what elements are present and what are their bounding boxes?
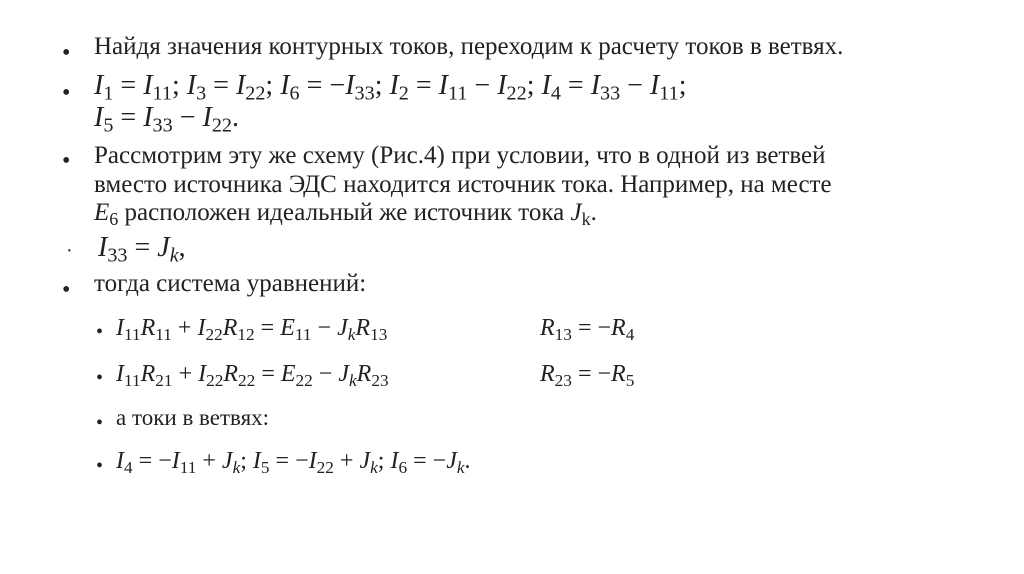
bullet: • — [62, 277, 71, 303]
equation-1: $I_{11}R_{11} + I_{22}R_{12} = E_{11} - J_kR_{13}$ — [116, 315, 388, 344]
small-bullet: · — [66, 240, 73, 262]
branch-currents-result: $I_4 = -I_{11} + J_k$; $I_5 = -I_{22} + J_k$; $I_6 = -J_k$. — [116, 448, 471, 477]
bullet: • — [62, 80, 71, 106]
branch-currents-formula-line2: $I_5 = I_{33} - I_{22}$. — [94, 102, 239, 137]
paragraph-line2: вместо источника ЭДС находится источник тока. Например, на месте — [94, 171, 832, 198]
bullet: • — [96, 321, 104, 343]
bullet: • — [62, 40, 71, 66]
branch-currents-formula-line1: $I_1 = I_{11}$; $I_3 = I_{22}$; $I_6 = -I_{33}$; $I_2 = I_{11} - I_{22}$; $I_4 = I_{33} - I_{11}$; — [94, 70, 687, 105]
bullet: • — [96, 455, 104, 477]
paragraph-line1: Рассмотрим эту же схему (Рис.4) при условии, что в одной из ветвей — [94, 142, 826, 169]
intro-text: Найдя значения контурных токов, переходим к расчету токов в ветвях. — [94, 33, 844, 60]
equation-2-note: $R_{23} = -R_5$ — [540, 361, 635, 390]
bullet: • — [62, 148, 71, 174]
equation-1-note: $R_{13} = -R_4$ — [540, 315, 635, 344]
paragraph-line3: $E_6$ расположен идеальный же источник тока $J_k$. — [94, 199, 597, 230]
bullet: • — [96, 412, 104, 434]
equation-2: $I_{11}R_{21} + I_{22}R_{22} = E_{22} - J_kR_{23}$ — [116, 361, 389, 390]
equations-intro-text: тогда система уравнений: — [94, 270, 367, 297]
bullet: • — [96, 367, 104, 389]
loop-current-formula: $I_{33} = J_k$, — [98, 232, 186, 267]
branch-currents-intro-text: а токи в ветвях: — [116, 405, 270, 430]
